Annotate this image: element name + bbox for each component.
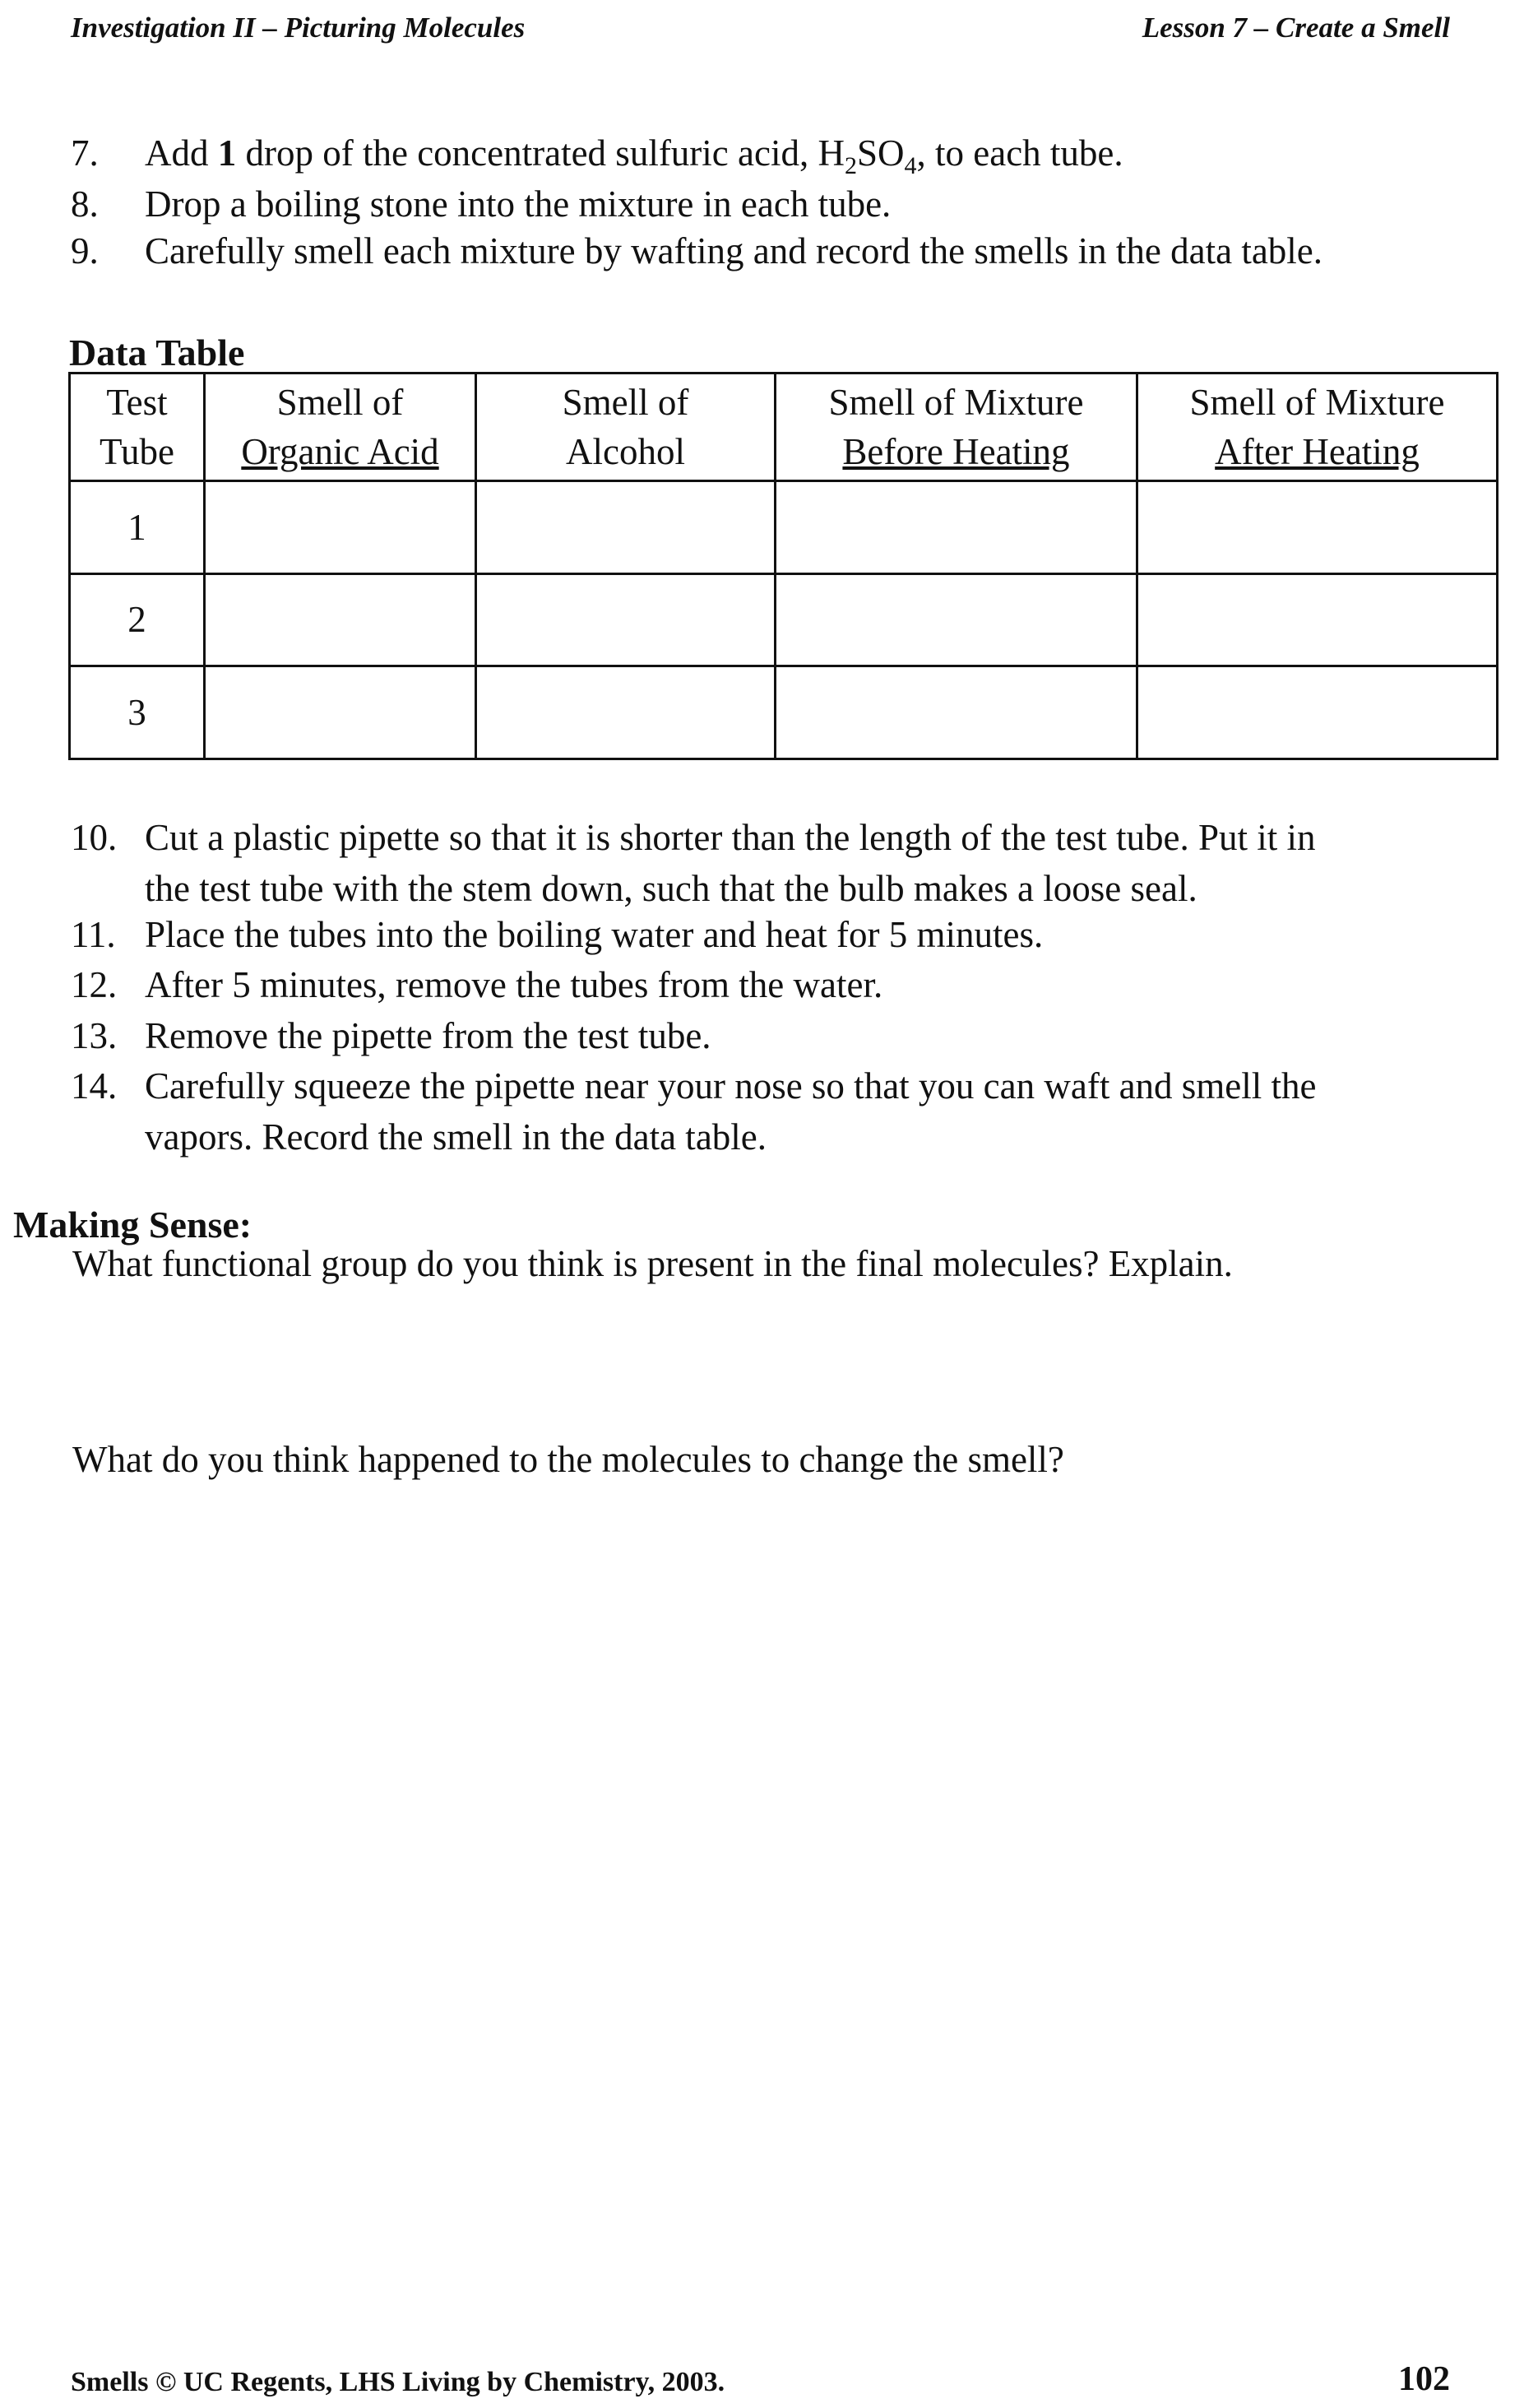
making-sense-title: Making Sense: — [13, 1204, 252, 1246]
step-text-continued: vapors. Record the smell in the data table. — [145, 1116, 767, 1158]
question-1: What functional group do you think is present in the final molecules? Explain. — [72, 1243, 1233, 1284]
data-table — [68, 372, 1499, 760]
step-number: 8. — [71, 183, 99, 225]
step-text: Carefully smell each mixture by wafting and record the smells in the data table. — [145, 230, 1323, 271]
table-row — [70, 480, 1498, 573]
table-cell — [776, 573, 1137, 666]
step-text: After 5 minutes, remove the tubes from the water. — [145, 964, 883, 1005]
table-cell — [476, 666, 776, 759]
step-text: Cut a plastic pipette so that it is shorter than the length of the test tube. Put it in — [145, 817, 1316, 858]
table-cell — [1137, 573, 1498, 666]
step-number: 13. — [71, 1015, 118, 1056]
table-cell — [1137, 480, 1498, 573]
step-number: 14. — [71, 1065, 118, 1107]
table-cell — [205, 480, 476, 573]
data-table-title: Data Table — [69, 332, 245, 373]
table-row — [70, 666, 1498, 759]
step-text: Place the tubes into the boiling water and heat for 5 minutes. — [145, 914, 1044, 955]
table-cell — [776, 666, 1137, 759]
step-text: Carefully squeeze the pipette near your nose so that you can waft and smell the — [145, 1065, 1317, 1107]
row-label: 3 — [70, 666, 205, 759]
table-cell — [776, 480, 1137, 573]
header-right: Lesson 7 – Create a Smell — [1142, 12, 1450, 44]
table-header-row — [70, 373, 1498, 481]
header-left: Investigation II – Picturing Molecules — [71, 12, 526, 44]
step-text-continued: the test tube with the stem down, such that the bulb makes a loose seal. — [145, 868, 1197, 909]
row-label: 2 — [70, 573, 205, 666]
table-cell — [205, 666, 476, 759]
footer-credit: Smells © UC Regents, LHS Living by Chemistry, 2003. — [71, 2367, 725, 2397]
step-number: 10. — [71, 817, 118, 858]
page-number: 102 — [1398, 2360, 1450, 2398]
column-header: Test Tube — [70, 373, 205, 481]
step-number: 11. — [71, 914, 116, 955]
step-number: 12. — [71, 964, 118, 1005]
table-row — [70, 573, 1498, 666]
column-header: Smell of Mixture After Heating — [1137, 373, 1498, 481]
step-number: 7. — [71, 132, 99, 174]
step-text: Add 1 drop of the concentrated sulfuric acid, $H_2SO_4$, to each tube. — [145, 132, 1123, 179]
row-label: 1 — [70, 480, 205, 573]
column-header: Smell of Alcohol — [476, 373, 776, 481]
step-number: 9. — [71, 230, 99, 271]
table-cell — [476, 480, 776, 573]
table-cell — [476, 573, 776, 666]
question-2: What do you think happened to the molecules to change the smell? — [72, 1439, 1064, 1480]
step-text: Drop a boiling stone into the mixture in each tube. — [145, 183, 892, 225]
table-cell — [205, 573, 476, 666]
table-cell — [1137, 666, 1498, 759]
step-text: Remove the pipette from the test tube. — [145, 1015, 711, 1056]
column-header: Smell of Organic Acid — [205, 373, 476, 481]
column-header: Smell of Mixture Before Heating — [776, 373, 1137, 481]
